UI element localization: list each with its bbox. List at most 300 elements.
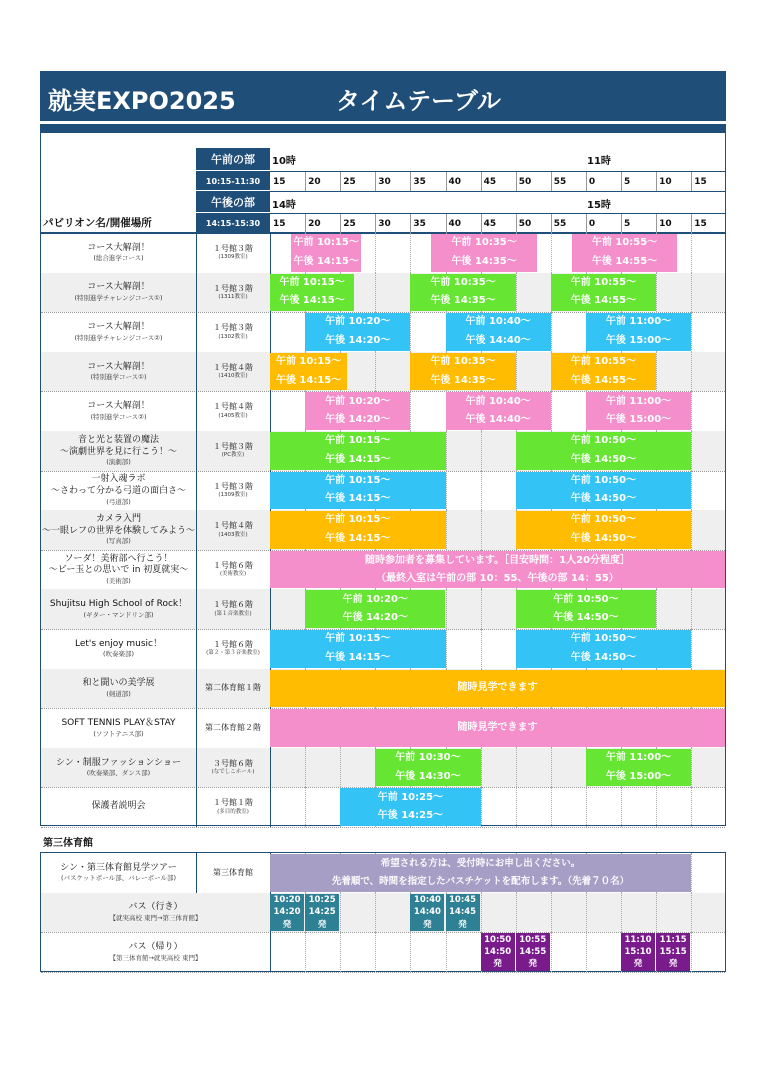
ticket-text: 発 <box>668 959 678 970</box>
session-time: 午前 10:15～ <box>275 356 342 368</box>
session-block[interactable] <box>586 749 691 787</box>
pavilion-name-cell <box>41 748 196 788</box>
session-time: 午後 14:35～ <box>430 374 496 386</box>
timeline-gridline <box>551 748 552 788</box>
pavilion-organizer: (弓道部) <box>106 497 131 506</box>
location-cell <box>196 787 270 827</box>
session-block[interactable] <box>516 590 656 628</box>
am-tick: 20 <box>308 177 321 187</box>
session-time: 午後 14:50～ <box>570 651 637 663</box>
row-divider <box>41 972 725 973</box>
location-name: １号館３階 <box>213 323 253 333</box>
session-block[interactable] <box>270 630 446 668</box>
session-block[interactable] <box>375 749 480 787</box>
session-time: 午前 10:50～ <box>570 633 637 645</box>
timeline-gridline <box>691 352 692 392</box>
column-divider <box>196 708 197 748</box>
timeline-gridline <box>481 629 482 669</box>
pavilion-name-cell <box>41 391 196 431</box>
location-room: (PC教室) <box>221 452 245 459</box>
timeline-gridline <box>481 748 482 788</box>
timeline-gridline <box>305 787 306 827</box>
column-divider <box>196 550 197 590</box>
am-tick: 10 <box>659 177 672 187</box>
timeline-gridline <box>691 748 692 788</box>
timeline-gridline <box>691 391 692 431</box>
session-block[interactable] <box>270 353 347 391</box>
session-time: 午後 14:25～ <box>377 810 444 822</box>
ticket-text: 発 <box>528 959 537 970</box>
ticket-text: 14:20 <box>273 907 301 918</box>
location-cell <box>196 629 270 669</box>
pavilion-name-cell <box>41 312 196 352</box>
tick-divider <box>551 172 552 191</box>
timeline-gridline <box>481 893 482 933</box>
pavilion-name: ～ビー玉との思いで in 初夏就実～ <box>48 565 189 576</box>
ticket-text: 14:45 <box>449 907 477 918</box>
ticket-text: 11:10 <box>624 934 652 945</box>
ticket-text: 11:15 <box>659 934 687 945</box>
timeline-gridline <box>691 471 692 511</box>
pavilion-name: 一射入魂ラボ <box>91 474 146 485</box>
location-cell <box>196 233 270 273</box>
pavilion-name-cell <box>41 352 196 392</box>
ticket-text: 発 <box>423 919 432 930</box>
location-cell <box>196 748 270 788</box>
timeline-gridline <box>656 352 657 392</box>
pm-tick: 15 <box>694 219 707 229</box>
timeline-gridline <box>691 787 692 827</box>
ticket-text: 14:55 <box>519 946 547 957</box>
page-title: 就実EXPO2025 <box>48 87 236 115</box>
ticket-text: 15:10 <box>624 946 652 957</box>
location-room: (1302教室) <box>218 333 248 340</box>
am-tick: 15 <box>694 177 707 187</box>
session-block[interactable] <box>410 274 515 312</box>
session-time: 午前 10:50～ <box>553 593 619 605</box>
location-room: (1410教室) <box>218 373 248 380</box>
timeline-gridline <box>516 787 517 827</box>
timeline-gridline <box>305 748 306 788</box>
location-cell <box>196 431 270 471</box>
am-tick: 50 <box>518 177 532 187</box>
open-viewing-block[interactable] <box>270 709 725 747</box>
pavilion-name: 和と闘いの美学展 <box>82 678 155 689</box>
column-divider <box>196 312 197 352</box>
tick-divider <box>586 214 587 233</box>
pavilion-name-cell <box>41 669 196 709</box>
session-block[interactable] <box>410 353 515 391</box>
location-name: １号館３階 <box>213 244 253 254</box>
session-time: 午後 14:50～ <box>553 612 619 624</box>
session-time: 午前 10:15～ <box>325 474 391 486</box>
session-time: 午後 14:35～ <box>451 255 517 267</box>
session-block[interactable] <box>572 234 677 272</box>
location-room: (第２・第３音楽教室) <box>206 650 260 657</box>
pavilion-organizer: (吹奏楽部) <box>102 650 135 659</box>
session-time: 午後 14:50～ <box>570 532 637 544</box>
pavilion-organizer: (特別進学チャレンジコース②) <box>74 333 163 342</box>
tick-divider <box>410 214 411 233</box>
session-time: 午前 11:00～ <box>605 395 672 407</box>
am-tick: 55 <box>553 177 567 187</box>
timeline-gridline <box>656 589 657 629</box>
session-block[interactable] <box>270 432 446 470</box>
block-text: 希望される方は、受付時にお申し出ください。 <box>380 858 581 870</box>
ticket-text: 発 <box>633 959 643 970</box>
column-divider <box>196 233 197 273</box>
column-divider <box>196 273 197 313</box>
session-time: 午前 10:55～ <box>591 237 658 249</box>
column-divider <box>270 589 271 629</box>
bus-out-name: バス（行き） <box>128 902 183 913</box>
pavilion-name-cell <box>41 471 196 511</box>
session-time: 午後 14:40～ <box>465 414 531 426</box>
tick-divider <box>305 172 306 191</box>
open-participation-block[interactable] <box>270 551 725 589</box>
session-block[interactable] <box>270 511 446 549</box>
timeline-gridline <box>621 787 622 827</box>
timeline-gridline <box>586 893 587 933</box>
session-time: 午前 10:15～ <box>325 514 391 526</box>
timeline-gridline <box>656 787 657 827</box>
tick-divider <box>691 214 692 233</box>
bus-back-route: 【第三体育館→就実高校 東門】 <box>109 953 202 962</box>
session-block[interactable] <box>586 313 691 351</box>
column-divider <box>270 391 271 431</box>
location-room: (なでしこホール) <box>211 769 255 776</box>
bus-back-ticket[interactable] <box>656 933 690 971</box>
session-time: 午後 14:55～ <box>570 374 637 386</box>
column-divider <box>270 932 271 972</box>
pavilion-name: 音と光と装置の魔法 <box>77 434 159 445</box>
timeline-gridline <box>375 233 376 273</box>
tick-divider <box>656 214 657 233</box>
location-name: １号館３階 <box>213 481 253 491</box>
timeline-gridline <box>516 273 517 313</box>
session-block[interactable] <box>586 392 691 430</box>
bus-out-ticket[interactable] <box>410 894 444 932</box>
session-time: 午後 15:00～ <box>605 334 672 346</box>
timeline-gridline <box>551 787 552 827</box>
session-time: 午前 10:15～ <box>279 276 345 288</box>
column-divider <box>196 510 197 550</box>
session-time: 午後 14:20～ <box>325 334 391 346</box>
tick-divider <box>410 172 411 191</box>
tick-divider <box>516 214 517 233</box>
timeline-gridline <box>656 893 657 933</box>
ticket-text: 14:25 <box>308 907 336 918</box>
session-block[interactable] <box>305 590 445 628</box>
location-cell <box>196 708 270 748</box>
am-tick: 40 <box>448 177 462 187</box>
column-divider <box>196 471 197 511</box>
timeline-gridline <box>481 431 482 471</box>
timeline-gridline <box>340 748 341 788</box>
session-time: 午後 14:15～ <box>325 651 391 663</box>
pavilion-organizer: (美術部) <box>106 577 131 586</box>
tick-divider <box>586 172 587 191</box>
tour-organizer: (バスケットボール部、バレーボール部) <box>61 874 176 883</box>
location-room: (1311教室) <box>218 294 248 301</box>
tour-info-block[interactable] <box>270 854 691 892</box>
session-block[interactable] <box>446 392 551 430</box>
session-time: 午前 10:35～ <box>451 237 517 249</box>
pm-hour-14: 14時 <box>272 200 296 211</box>
timeline-gridline <box>691 233 692 273</box>
tick-divider <box>621 214 622 233</box>
session-block[interactable] <box>516 432 692 470</box>
ticket-text: 14:40 <box>413 907 441 918</box>
bus-out-ticket[interactable] <box>446 894 480 932</box>
tick-divider <box>621 172 622 191</box>
am-tick: 30 <box>378 177 391 187</box>
location-cell <box>196 273 270 313</box>
session-time: 午後 15:00～ <box>605 414 672 426</box>
tick-divider <box>656 172 657 191</box>
pavilion-organizer: (総合進学コース) <box>93 254 144 263</box>
column-divider <box>196 589 197 629</box>
pm-hour-15: 15時 <box>587 200 611 211</box>
column-divider <box>270 787 271 827</box>
session-block[interactable] <box>446 313 551 351</box>
timeline-gridline <box>691 312 692 352</box>
session-block[interactable] <box>291 234 361 272</box>
ticket-text: 10:50 <box>484 934 512 945</box>
location-name: １号館６階 <box>213 560 253 570</box>
am-tick: 5 <box>624 177 631 187</box>
column-divider <box>270 233 271 273</box>
timeline-gridline <box>586 932 587 972</box>
ticket-text: 10:45 <box>449 894 477 905</box>
column-divider <box>196 669 197 709</box>
block-text: 随時見学できます <box>457 682 538 694</box>
pm-tick: 10 <box>659 219 672 229</box>
location-name: 第二体育館２階 <box>205 722 261 732</box>
pm-tick: 5 <box>624 219 631 229</box>
tick-divider <box>375 172 376 191</box>
timeline-gridline <box>691 431 692 471</box>
ticket-text: 発 <box>458 919 467 930</box>
ticket-text: 発 <box>317 919 327 930</box>
am-tick: 35 <box>413 177 426 187</box>
ticket-text: 発 <box>282 919 292 930</box>
session-time: 午後 14:15～ <box>275 374 342 386</box>
tick-divider <box>446 214 447 233</box>
location-name: １号館４階 <box>213 362 253 372</box>
am-hour-11: 11時 <box>587 156 611 167</box>
pavilion-name-cell <box>41 550 196 590</box>
session-time: 午前 10:20～ <box>342 593 408 605</box>
block-text: 随時見学できます <box>457 721 538 733</box>
timeline-gridline <box>481 510 482 550</box>
timeline-gridline <box>691 273 692 313</box>
title-bar <box>40 71 726 121</box>
pavilion-name-cell <box>41 708 196 748</box>
pavilion-name: コース大解剖！ <box>87 361 150 372</box>
pavilion-name: カメラ入門 <box>95 514 141 525</box>
timeline-gridline <box>410 932 411 972</box>
location-name: １号館１階 <box>213 798 253 808</box>
session-time: 午後 14:15～ <box>325 532 391 544</box>
tour-name-cell <box>41 853 196 893</box>
timeline-gridline <box>305 932 306 972</box>
location-cell <box>196 550 270 590</box>
tour-location: 第三体育館 <box>213 867 253 877</box>
open-viewing-block[interactable] <box>270 670 725 708</box>
tick-divider <box>516 172 517 191</box>
timeline-gridline <box>516 893 517 933</box>
pavilion-organizer: (演劇部) <box>106 458 131 467</box>
session-time: 午前 10:15～ <box>293 237 359 249</box>
pavilion-name: ～演劇世界を見に行こう！～ <box>59 446 177 457</box>
location-name: １号館３階 <box>213 283 253 293</box>
pm-tick: 40 <box>448 219 462 229</box>
column-divider <box>196 787 197 827</box>
session-time: 午前 10:55～ <box>570 356 637 368</box>
bus-out-ticket[interactable] <box>270 894 304 932</box>
timeline-gridline <box>340 932 341 972</box>
bus-back-name: バス（帰り） <box>128 941 183 952</box>
pavilion-name: ソーダ！美術部へ行こう！ <box>64 553 173 564</box>
location-name: １号館４階 <box>213 521 253 531</box>
session-block[interactable] <box>305 313 410 351</box>
session-time: 午前 10:15～ <box>325 435 391 447</box>
title-underline <box>40 124 726 132</box>
session-time: 午後 14:15～ <box>293 255 359 267</box>
bus-out-label-cell <box>41 893 270 933</box>
location-name: ３号館６階 <box>213 758 253 768</box>
timeline-gridline <box>551 391 552 431</box>
session-time: 午後 14:15～ <box>325 493 391 505</box>
pavilion-organizer: (特別進学コース①) <box>90 373 147 382</box>
page-subtitle: タイムテーブル <box>336 87 501 115</box>
location-name: １号館６階 <box>213 640 253 650</box>
bus-out-route: 【就実高校 東門→第三体育館】 <box>109 914 202 923</box>
timeline-gridline <box>551 233 552 273</box>
column-header: パビリオン名/開催場所 <box>43 217 152 229</box>
session-block[interactable] <box>270 274 354 312</box>
session-block[interactable] <box>516 630 692 668</box>
timeline-gridline <box>691 893 692 933</box>
am-hour-10: 10時 <box>272 156 296 167</box>
session-block[interactable] <box>431 234 536 272</box>
pm-tick: 35 <box>413 219 426 229</box>
pm-tick: 45 <box>483 219 497 229</box>
bus-back-ticket[interactable] <box>516 933 550 971</box>
bus-back-ticket[interactable] <box>481 933 515 971</box>
column-divider <box>196 352 197 392</box>
location-name: １号館４階 <box>213 402 253 412</box>
timeline-gridline <box>516 748 517 788</box>
location-name: 第二体育館１階 <box>205 683 261 693</box>
tick-divider <box>691 172 692 191</box>
session-block[interactable] <box>551 274 656 312</box>
timeline-gridline <box>551 932 552 972</box>
session-time: 午後 14:20～ <box>342 612 408 624</box>
session-block[interactable] <box>305 392 410 430</box>
timeline-gridline <box>410 312 411 352</box>
column-divider <box>196 431 197 471</box>
pavilion-name: シン・制服ファッションショー <box>55 757 181 768</box>
session-time: 午後 15:00～ <box>605 770 672 782</box>
location-room: (第１音楽教室) <box>214 610 252 617</box>
pm-tick: 55 <box>553 219 567 229</box>
location-name: １号館６階 <box>213 600 253 610</box>
location-cell <box>196 510 270 550</box>
tour-name: シン・第三体育館見学ツアー <box>60 862 177 873</box>
session-time: 午前 11:00～ <box>605 752 672 764</box>
bus-back-label-cell <box>41 932 270 972</box>
session-block[interactable] <box>340 788 480 826</box>
session-time: 午前 10:15～ <box>325 633 391 645</box>
timeline-gridline <box>446 932 447 972</box>
ticket-text: 10:20 <box>273 894 301 905</box>
timeline-gridline <box>446 629 447 669</box>
session-time: 午前 10:35～ <box>430 276 496 288</box>
timeline-gridline <box>375 352 376 392</box>
session-time: 午後 14:20～ <box>325 414 391 426</box>
timeline-gridline <box>375 273 376 313</box>
pavilion-name-cell <box>41 233 196 273</box>
timeline-gridline <box>481 787 482 827</box>
bus-out-ticket[interactable] <box>305 894 339 932</box>
session-time: 午前 10:50～ <box>570 474 637 486</box>
timeline-gridline <box>375 893 376 933</box>
block-text: 随時参加者を募集しています。［目安時間：1人20分程度］ <box>364 554 631 566</box>
session-time: 午前 11:00～ <box>605 316 672 328</box>
session-block[interactable] <box>516 511 692 549</box>
tick-divider <box>481 214 482 233</box>
timeline-gridline <box>446 589 447 629</box>
pavilion-name: コース大解剖！ <box>87 321 150 332</box>
am-tick: 25 <box>343 177 356 187</box>
pavilion-name: 保護者説明会 <box>91 801 146 812</box>
timeline-gridline <box>481 471 482 511</box>
location-cell <box>196 669 270 709</box>
session-time: 午後 14:30～ <box>395 770 461 782</box>
timeline-gridline <box>691 510 692 550</box>
timeline-gridline <box>691 629 692 669</box>
column-divider <box>196 748 197 788</box>
location-cell <box>196 391 270 431</box>
column-divider <box>196 629 197 669</box>
session-time: 午後 14:50～ <box>570 493 637 505</box>
session-block[interactable] <box>516 472 692 510</box>
pavilion-name: ～一眼レフの世界を体験してみよう～ <box>41 525 195 536</box>
ticket-text: 10:55 <box>519 934 547 945</box>
timeline-gridline <box>340 893 341 933</box>
location-name: １号館３階 <box>213 442 253 452</box>
pm-tick: 15 <box>273 219 286 229</box>
session-block[interactable] <box>270 472 446 510</box>
session-time: 午後 14:35～ <box>430 295 496 307</box>
location-room: (1309教室) <box>218 254 248 261</box>
am-tick: 15 <box>273 177 286 187</box>
timeline-gridline <box>691 932 692 972</box>
timeline-gridline <box>586 787 587 827</box>
session-block[interactable] <box>551 353 656 391</box>
pavilion-organizer: (ソフトテニス部) <box>93 729 144 738</box>
header-line <box>196 191 726 192</box>
pavilion-name: コース大解剖！ <box>87 282 150 293</box>
pavilion-name: Shujitsu High School of Rock！ <box>49 599 188 610</box>
tick-divider <box>481 172 482 191</box>
location-room: (美術教室) <box>219 571 247 578</box>
pavilion-name: SOFT TENNIS PLAY＆STAY <box>61 717 176 728</box>
bus-back-ticket[interactable] <box>621 933 655 971</box>
pavilion-organizer: (吹奏楽部、ダンス部) <box>86 769 151 778</box>
